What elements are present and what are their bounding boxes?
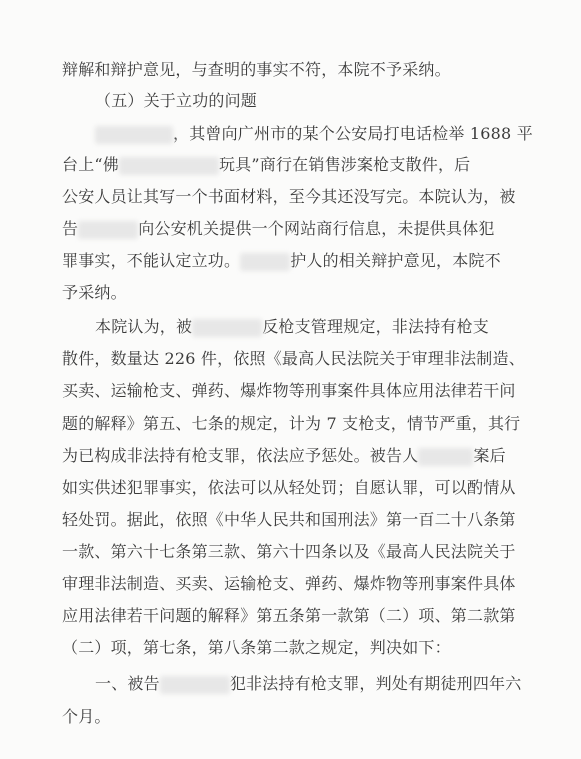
text-line-5 — [62, 182, 516, 212]
redacted-name — [95, 126, 173, 144]
text-segment: 罪事实，不能认定立功。 — [62, 251, 241, 270]
text-line-9 — [95, 312, 489, 342]
text-line-13 — [62, 441, 506, 471]
redacted-name — [160, 676, 230, 694]
text-line-18 — [62, 601, 516, 631]
text-line-16 — [62, 537, 516, 567]
text-segment: 散件，数量达 226 件，依照《最高人民法院关于审理非法制造、 — [62, 349, 525, 368]
text-segment: 如实供述犯罪事实，依法可以从轻处罚；自愿认罪，可以酌情从 — [62, 478, 516, 497]
text-segment: 予采纳。 — [62, 283, 127, 302]
text-segment: 玩具”商行在销售涉案枪支散件，后 — [218, 155, 471, 174]
text-segment: 为已构成非法持有枪支罪，依法应予惩处。被告人 — [62, 446, 419, 465]
text-line-15 — [62, 505, 516, 535]
text-segment: 台上“佛 — [62, 155, 119, 174]
text-segment: （二）项，第七条，第八条第二款之规定，判决如下： — [62, 638, 451, 657]
text-segment: 犯非法持有枪支罪，判处有期徒刑四年六 — [229, 674, 522, 693]
text-line-7 — [62, 246, 501, 276]
text-line-6 — [62, 214, 495, 244]
text-segment: 告 — [62, 219, 79, 238]
text-segment: 轻处罚。据此，依照《中华人民共和国刑法》第一百二十八条第 — [62, 510, 516, 529]
text-line-12 — [62, 409, 520, 439]
text-line-11 — [62, 376, 516, 406]
text-line-19 — [62, 633, 451, 663]
text-segment: 一、被告 — [95, 674, 160, 693]
text-segment: 题的解释》第五、七条的规定，计为 7 支枪支，情节严重，其行 — [62, 414, 521, 433]
text-segment: 护人的相关辩护意见，本院不 — [290, 251, 501, 270]
text-segment: 应用法律若干问题的解释》第五条第一款第（二）项、第二款第 — [62, 606, 516, 625]
text-line-8 — [62, 278, 127, 308]
text-segment: （五）关于立功的问题 — [95, 91, 258, 110]
text-line-14 — [62, 473, 516, 503]
text-line-17 — [62, 569, 516, 599]
text-line-21 — [62, 702, 111, 732]
redacted-name — [119, 157, 219, 175]
text-segment: 买卖、运输枪支、弹药、爆炸物等刑事案件具体应用法律若干问 — [62, 381, 516, 400]
text-segment: 辩解和辩护意见，与查明的事实不符，本院不予采纳。 — [62, 60, 451, 79]
text-line-4 — [62, 150, 470, 180]
text-segment: 向公安机关提供一个网站商行信息，未提供具体犯 — [138, 219, 495, 238]
section-heading — [95, 86, 257, 116]
redacted-name — [192, 319, 262, 337]
text-segment: 公安人员让其写一个书面材料，至今其还没写完。本院认为，被 — [62, 187, 516, 206]
text-segment: 个月。 — [62, 707, 111, 726]
text-segment: 反枪支管理规定，非法持有枪支 — [262, 317, 490, 336]
verdict-line — [95, 669, 521, 699]
redacted-name — [78, 221, 138, 239]
text-segment: 审理非法制造、买卖、运输枪支、弹药、爆炸物等刑事案件具体 — [62, 574, 516, 593]
text-line-10 — [62, 344, 525, 374]
text-segment: 本院认为，被 — [95, 317, 193, 336]
text-segment: ，其曾向广州市的某个公安局打电话检举 1688 平 — [173, 124, 533, 143]
text-segment: 案后 — [473, 446, 506, 465]
redacted-name — [240, 253, 290, 271]
redacted-name — [418, 448, 473, 466]
text-line-1 — [62, 55, 451, 85]
text-segment: 一款、第六十七条第三款、第六十四条以及《最高人民法院关于 — [62, 542, 516, 561]
text-line-3 — [95, 119, 533, 149]
